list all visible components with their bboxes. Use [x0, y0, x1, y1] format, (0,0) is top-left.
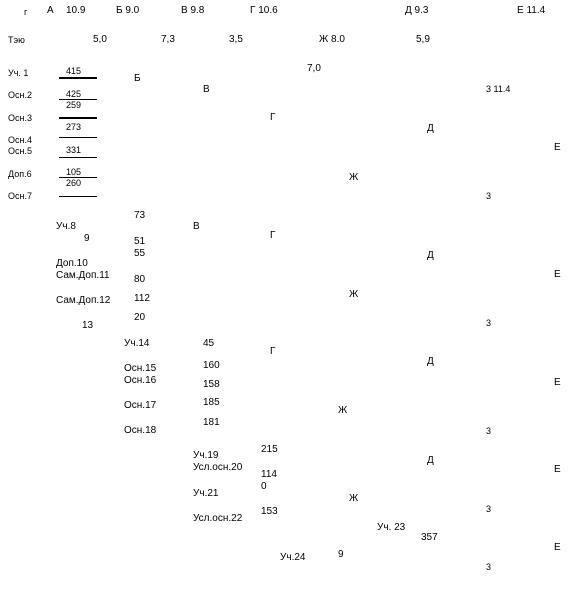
block4-z: 3	[486, 504, 492, 514]
block5-value-23: 357	[421, 532, 438, 543]
block2-row-4: Сам.Доп.11	[56, 270, 110, 281]
tayu-label: Тэю	[8, 35, 25, 45]
header-b: Б 9.0	[116, 5, 140, 16]
block5-value-24: 9	[338, 549, 344, 560]
block1-z: 3	[486, 191, 492, 201]
block4-letter-d: Д	[427, 455, 434, 466]
block1-row-3: Осн.3	[8, 113, 32, 123]
header-a-value: 10.9	[66, 5, 86, 16]
block3-letter-g: Г	[270, 346, 276, 357]
block4-letter-zh: Ж	[349, 493, 359, 504]
block4-value-2: 114	[261, 469, 277, 480]
tayu-value-5: 5,9	[416, 34, 430, 45]
block5-letter-e: Е	[554, 542, 561, 553]
block2-letter-v: В	[193, 221, 200, 232]
block3-letter-d: Д	[427, 356, 434, 367]
block2-row-6: 13	[82, 320, 94, 331]
block1-letter-g: Г	[270, 112, 276, 123]
header-g-value: Г 10.6	[250, 5, 278, 16]
block2-z: 3	[486, 318, 492, 328]
block2-letter-d: Д	[427, 250, 434, 261]
block4-value-3: 0	[261, 481, 267, 492]
block5-uch24: Уч.24	[280, 552, 306, 563]
block3-letter-e: Е	[554, 377, 561, 388]
block3-row-5: Осн.18	[124, 425, 157, 436]
block1-value-1: 415	[66, 66, 82, 76]
block1-letter-v: В	[203, 84, 210, 95]
block5-z: 3	[486, 562, 492, 572]
block4-letter-e: Е	[554, 464, 561, 475]
block3-row-3: Осн.16	[124, 375, 157, 386]
block4-row-4: Усл.осн.22	[193, 513, 243, 524]
block1-value-2: 425	[66, 89, 82, 99]
block1-value-6: 105	[66, 167, 82, 177]
block2-value-4: 80	[134, 274, 146, 285]
tayu-value-4: Ж 8.0	[319, 34, 345, 45]
block2-row-5: Сам.Доп.12	[56, 295, 111, 306]
block4-row-2: Усл.осн.20	[193, 462, 243, 473]
block3-value-3: 158	[203, 379, 220, 390]
block3-row-1: Уч.14	[124, 338, 150, 349]
block2-row-2: 9	[84, 233, 90, 244]
block3-value-2: 160	[203, 360, 220, 371]
block1-row-1: Уч. 1	[8, 68, 29, 78]
header-v: В 9.8	[181, 5, 205, 16]
block1-row-5: Осн.5	[8, 146, 32, 156]
block2-value-2: 51	[134, 236, 146, 247]
rule-2	[59, 99, 97, 100]
block4-value-1: 215	[261, 444, 278, 455]
block1-row-7: Осн.7	[8, 191, 32, 201]
block3-row-4: Осн.17	[124, 400, 157, 411]
block4-row-3: Уч.21	[193, 488, 219, 499]
block1-top-value: 7,0	[307, 63, 321, 74]
block1-value-5: 331	[66, 145, 82, 155]
header-e: Е 11.4	[517, 5, 546, 16]
block2-letter-e: Е	[554, 269, 561, 280]
block3-value-5: 181	[203, 417, 220, 428]
header-d: Д 9.3	[405, 5, 429, 16]
block2-row-3: Доп.10	[56, 258, 88, 269]
block3-letter-zh: Ж	[338, 405, 348, 416]
block3-value-4: 185	[203, 397, 220, 408]
block1-row-2: Осн.2	[8, 90, 32, 100]
rule-7	[59, 196, 97, 197]
block5-uch23: Уч. 23	[377, 522, 406, 533]
tayu-value-1: 5,0	[93, 34, 107, 45]
block2-value-1: 73	[134, 210, 146, 221]
header-a: А	[47, 5, 54, 16]
tayu-value-3: 3,5	[229, 34, 243, 45]
block2-value-5: 112	[134, 293, 150, 304]
block1-letter-zh: Ж	[349, 172, 359, 183]
block1-letter-e: Е	[554, 142, 561, 153]
block2-value-6: 20	[134, 312, 146, 323]
header-g: г	[24, 7, 28, 17]
rule-1	[59, 77, 97, 79]
block2-row-1: Уч.8	[56, 221, 76, 232]
block2-letter-zh: Ж	[349, 289, 359, 300]
block4-row-1: Уч.19	[193, 450, 219, 461]
block1-z-value: 3 11.4	[486, 84, 511, 94]
block1-value-3: 259	[66, 100, 82, 110]
block1-letter-d: Д	[427, 123, 434, 134]
tayu-value-2: 7,3	[161, 34, 175, 45]
block1-value-7: 260	[66, 178, 82, 188]
block1-row-6: Доп.6	[8, 169, 32, 179]
block1-value-4: 273	[66, 122, 82, 132]
rule-3	[59, 117, 97, 119]
block1-row-4: Осн.4	[8, 135, 32, 145]
block2-letter-g: Г	[270, 230, 276, 241]
block4-value-4: 153	[261, 506, 278, 517]
block2-value-3: 55	[134, 248, 146, 259]
block3-z: 3	[486, 426, 492, 436]
rule-4	[59, 137, 97, 138]
rule-5	[59, 157, 97, 158]
block3-row-2: Осн.15	[124, 363, 157, 374]
rule-6	[59, 177, 97, 178]
block1-letter-b: Б	[134, 73, 141, 84]
block3-value-1: 45	[203, 338, 215, 349]
